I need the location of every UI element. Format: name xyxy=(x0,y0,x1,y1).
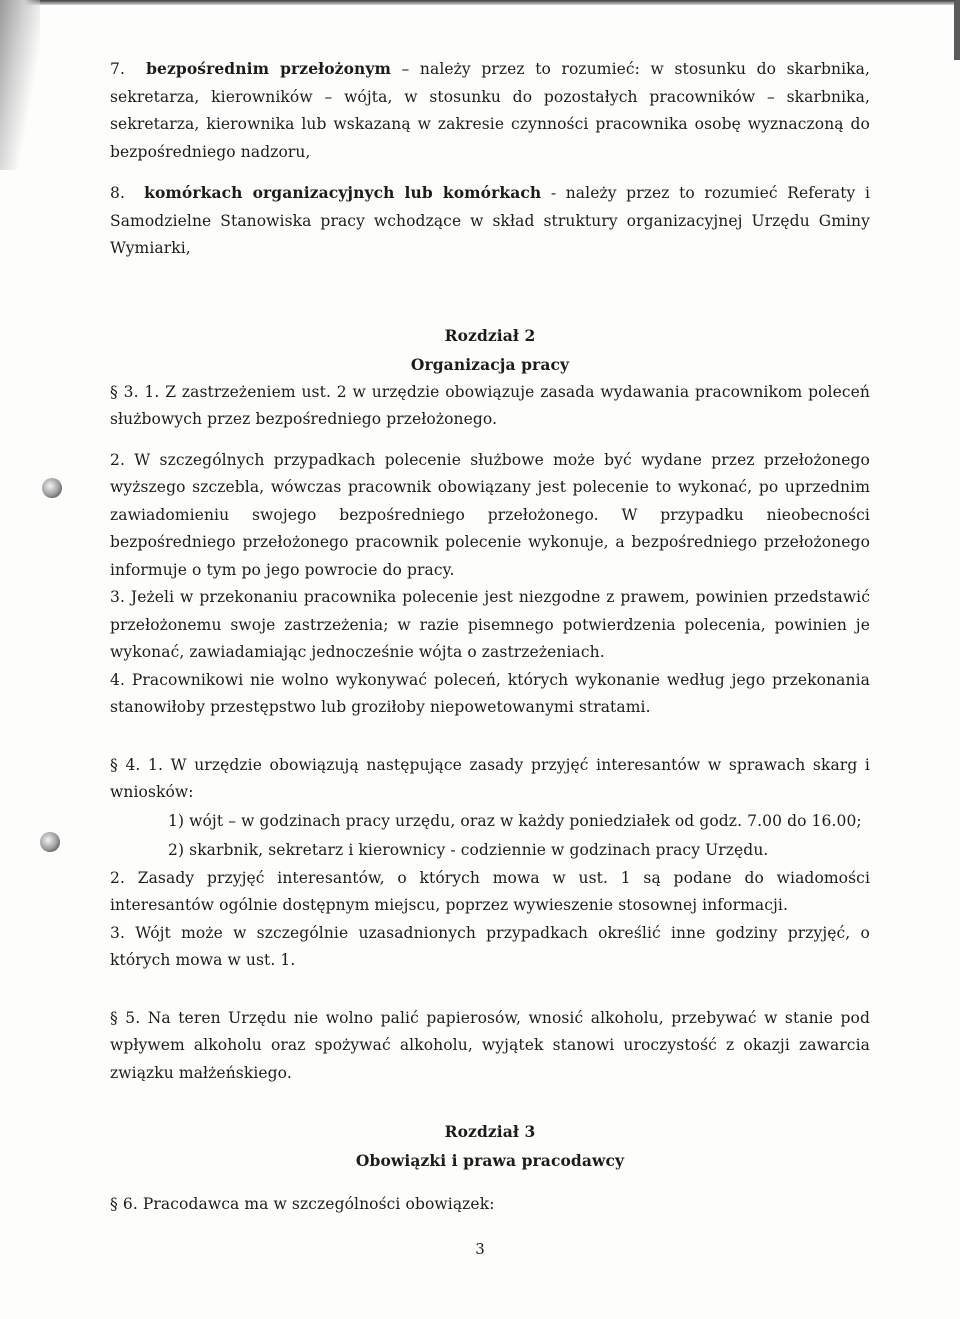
chapter-3-title: Rozdział 3 xyxy=(444,1122,536,1141)
paragraph-s4-3: 3. Wójt może w szczególnie uzasadnionych przypadkach określić inne godziny przyjęć, o których mowa w ust. 1. xyxy=(110,923,870,969)
page-number: 3 xyxy=(475,1240,485,1258)
chapter-2-title: Rozdział 2 xyxy=(444,325,536,345)
chapter-3-subtitle: Obowiązki i prawa pracodawcy xyxy=(355,1151,625,1170)
document-page xyxy=(110,55,870,1219)
punch-hole-bottom xyxy=(40,832,60,852)
definition-7: 7. bezpośrednim przełożonym – należy przez to rozumieć: w stosunku do skarbnika, sekretarza, kierowników – wójta, w stosunku do pozostałych pracowników – skarbnika, sekretarza, kierownika lub wskazaną w zakresie czynności pracownika osobę wyznaczoną do bezpośredniego nadzoru, xyxy=(110,59,870,161)
paragraph-s6: § 6. Pracodawca ma w szczególności obowiązek: xyxy=(110,1195,495,1213)
list-item: 1) wójt – w godzinach pracy urzędu, oraz w każdy poniedziałek od godz. 7.00 do 16.00; xyxy=(168,811,862,830)
scan-edge-right xyxy=(954,0,960,60)
paragraph-s3-1: § 3. 1. Z zastrzeżeniem ust. 2 w urzędzie obowiązuje zasada wydawania pracownikom poleceń służbowych przez bezpośredniego przełożonego. xyxy=(110,382,870,428)
paragraph-s3-3: 3. Jeżeli w przekonaniu pracownika polecenie jest niezgodne z prawem, powinien przedstawić przełożonemu swoje zastrzeżenia; w razie pisemnego potwierdzenia polecenia, powinien je wykonać, zawiadamiając jednocześnie wójta o zastrzeżeniach. xyxy=(110,588,870,661)
paragraph-s3-2: 2. W szczególnych przypadkach polecenie służbowe może być wydane przez przełożonego wyższego szczebla, wówczas pracownik obowiązany jest polecenie to wykonać, po uprzednim zawiadomieniu swojego bezpośredniego przełożonego. W przypadku nieobecności bezpośredniego przełożonego pracownik polecenie wykonuje, a bezpośredniego przełożonego informuje o tym po jego powrocie do pracy. xyxy=(110,450,870,579)
scan-edge-left xyxy=(0,0,40,170)
punch-hole-top xyxy=(42,478,62,498)
scan-edge-top xyxy=(0,0,960,5)
paragraph-s3-4: 4. Pracownikowi nie wolno wykonywać poleceń, których wykonanie według jego przekonania stanowiłoby przestępstwo lub groziłoby niepowetowanymi stratami. xyxy=(110,670,870,716)
definition-term: bezpośrednim przełożonym xyxy=(146,59,391,78)
chapter-2-subtitle: Organizacja pracy xyxy=(410,354,570,374)
definition-term: komórkach organizacyjnych lub komórkach xyxy=(144,183,542,202)
paragraph-s4-1: § 4. 1. W urzędzie obowiązują następujące zasady przyjęć interesantów w sprawach skarg i wniosków: xyxy=(110,755,870,801)
definition-8: 8. komórkach organizacyjnych lub komórkach - należy przez to rozumieć Referaty i Samodzielne Stanowiska pracy wchodzące w skład struktury organizacyjnej Urzędu Gminy Wymiarki, xyxy=(110,183,871,257)
list-item: 2) skarbnik, sekretarz i kierownicy - codziennie w godzinach pracy Urzędu. xyxy=(168,840,769,859)
paragraph-s4-2: 2. Zasady przyjęć interesantów, o których mowa w ust. 1 są podane do wiadomości interesantów ogólnie dostępnym miejscu, poprzez wywieszenie stosownej informacji. xyxy=(110,868,870,914)
paragraph-s5: § 5. Na teren Urzędu nie wolno palić papierosów, wnosić alkoholu, przebywać w stanie pod wpływem alkoholu oraz spożywać alkoholu, wyjątek stanowi uroczystość z okazji zawarcia związku małżeńskiego. xyxy=(110,1008,870,1082)
